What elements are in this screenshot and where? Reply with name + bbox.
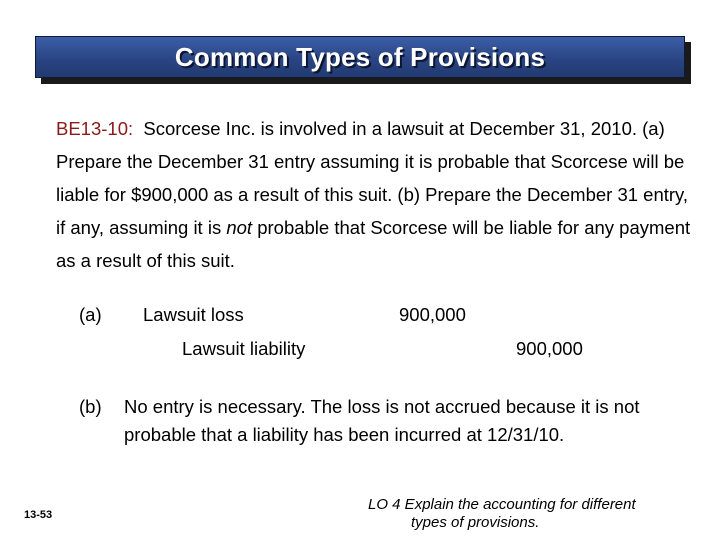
entry-a-credit-account: Lawsuit liability: [182, 338, 306, 359]
problem-text-before: Scorcese Inc. is involved in a lawsuit at December 31, 2010. (a) Prepare the December 31 entry assuming it is probable that Scorcese will be liable for $900,000 as a result of this suit. (b) Prepare the December 31 entry, if any, assuming it is: [56, 118, 689, 238]
entry-a-debit-amount: 900,000: [399, 304, 466, 325]
entry-b-label: (b): [79, 396, 102, 417]
entry-a-debit-account: Lawsuit loss: [143, 304, 244, 325]
page-number: 13-53: [24, 509, 53, 521]
slide-title: Common Types of Provisions: [174, 41, 546, 72]
learning-objective-line1: LO 4 Explain the accounting for different: [368, 496, 636, 513]
problem-emphasis: not: [226, 217, 253, 238]
problem-reference: BE13-10:: [56, 118, 134, 139]
learning-objective: [368, 496, 708, 532]
entry-a-label: (a): [79, 304, 102, 325]
entry-a-credit-amount: 900,000: [516, 338, 583, 359]
learning-objective-line2: types of provisions.: [411, 514, 540, 531]
problem-text-after: probable that Scorcese will be liable for any payment as a result of this suit.: [56, 217, 691, 271]
problem-statement: [56, 112, 696, 277]
entry-b-text: No entry is necessary. The loss is not accrued because it is not probable that a liability has been incurred at 12/31/10.: [124, 396, 640, 445]
title-banner: [35, 36, 685, 78]
